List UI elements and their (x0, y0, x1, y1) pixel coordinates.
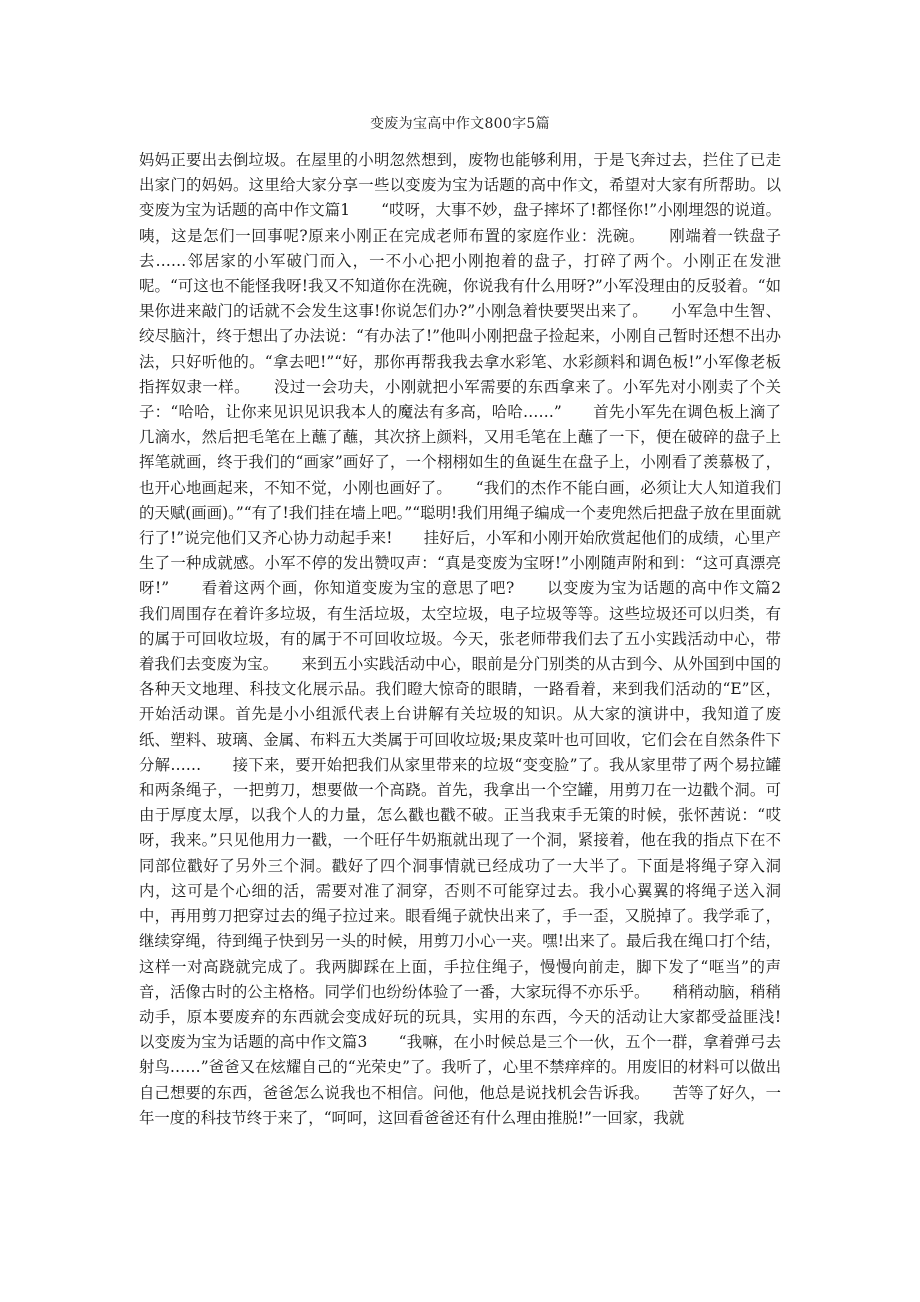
document-title: 变废为宝高中作文800字5篇 (370, 116, 550, 132)
document-body-text: 妈妈正要出去倒垃圾。在屋里的小明忽然想到，废物也能够利用，于是飞奔过去，拦住了已走出家门的妈妈。这里给大家分享一些以变废为宝为话题的高中作文，希望对大家有所帮助。以变废为宝为话题的高中作文篇1 “哎呀，大事不妙，盘子摔坏了!都怪你!”小刚埋怨的说道。咦，这是怎们一回事呢?原来小刚正在完成老师布置的家庭作业：洗碗。 刚端着一铁盘子去……邻居家的小军破门而入，一不小心把小刚抱着的盘子，打碎了两个。小刚正在发泄呢。“可这也不能怪我呀!我又不知道你在洗碗，你说我有什么用呀?”小军没理由的反驳着。“如果你进来敲门的话就不会发生这事!你说怎们办?”小刚急着快要哭出来了。 小军急中生智、绞尽脑汁，终于想出了办法说：“有办法了!”他叫小刚把盘子捡起来，小刚自己暂时还想不出办法，只好听他的。“拿去吧!”“好，那你再帮我我去拿水彩笔、水彩颜料和调色板!”小军像老板指挥奴隶一样。 没过一会功夫，小刚就把小军需要的东西拿来了。小军先对小刚卖了个关子：“哈哈，让你来见识见识我本人的魔法有多高，哈哈……” 首先小军先在调色板上滴了几滴水，然后把毛笔在上蘸了蘸，其次挤上颜料，又用毛笔在上蘸了一下，便在破碎的盘子上挥笔就画，终于我们的“画家”画好了，一个栩栩如生的鱼诞生在盘子上，小刚看了羡慕极了，也开心地画起来，不知不觉，小刚也画好了。 “我们的杰作不能白画，必须让大人知道我们的天赋(画画)。”“有了!我们挂在墙上吧。”“聪明!我们用绳子编成一个麦兜然后把盘子放在里面就行了!”说完他们又齐心协力动起手来! 挂好后，小军和小刚开始欣赏起他们的成绩，心里产生了一种成就感。小军不停的发出赞叹声：“真是变废为宝呀!”小刚随声附和到：“这可真漂亮呀!” 看着这两个画，你知道变废为宝的意思了吧? 以变废为宝为话题的高中作文篇2 我们周围存在着许多垃圾，有生活垃圾，太空垃圾，电子垃圾等等。这些垃圾还可以归类，有的属于可回收垃圾，有的属于不可回收垃圾。今天，张老师带我们去了五小实践活动中心，带着我们去变废为宝。 来到五小实践活动中心，眼前是分门别类的从古到今、从外国到中国的各种天文地理、科技文化展示品。我们瞪大惊奇的眼睛，一路看着，来到我们活动的“E”区，开始活动课。首先是小小组派代表上台讲解有关垃圾的知识。从大家的演讲中，我知道了废纸、塑料、玻璃、金属、布料五大类属于可回收垃圾;果皮菜叶也可回收，它们会在自然条件下分解…… 接下来，要开始把我们从家里带来的垃圾“变变脸”了。我从家里带了两个易拉罐和两条绳子，一把剪刀，想要做一个高跷。首先，我拿出一个空罐，用剪刀在一边戳个洞。可由于厚度太厚，以我个人的力量，怎么戳也戳不破。正当我束手无策的时候，张怀茜说：“哎呀，我来。”只见他用力一戳，一个旺仔牛奶瓶就出现了一个洞，紧接着，他在我的指点下在不同部位戳好了另外三个洞。戳好了四个洞事情就已经成功了一大半了。下面是将绳子穿入洞内，这可是个心细的活，需要对准了洞穿，否则不可能穿过去。我小心翼翼的将绳子送入洞中，再用剪刀把穿过去的绳子拉过来。眼看绳子就快出来了，手一歪，又脱掉了。我学乖了，继续穿绳，待到绳子快到另一头的时候，用剪刀小心一夹。嘿!出来了。最后我在绳口打个结，这样一对高跷就完成了。我两脚踩在上面，手拉住绳子，慢慢向前走，脚下发了“哐当”的声音，活像古时的公主格格。同学们也纷纷体验了一番，大家玩得不亦乐乎。 稍稍动脑，稍稍动手，原本要废弃的东西就会变成好玩的玩具，实用的东西，今天的活动让大家都受益匪浅! 以变废为宝为话题的高中作文篇3 “我嘛，在小时候总是三个一伙，五个一群，拿着弹弓去射鸟……”爸爸又在炫耀自己的“光荣史”了。我听了，心里不禁痒痒的。用废旧的材料可以做出自己想要的东西，爸爸怎么说我也不相信。问他，他总是说找机会告诉我。 苦等了好久，一年一度的科技节终于来了，“呵呵，这回看爸爸还有什么理由推脱!”一回家，我就 (139, 151, 812, 1127)
